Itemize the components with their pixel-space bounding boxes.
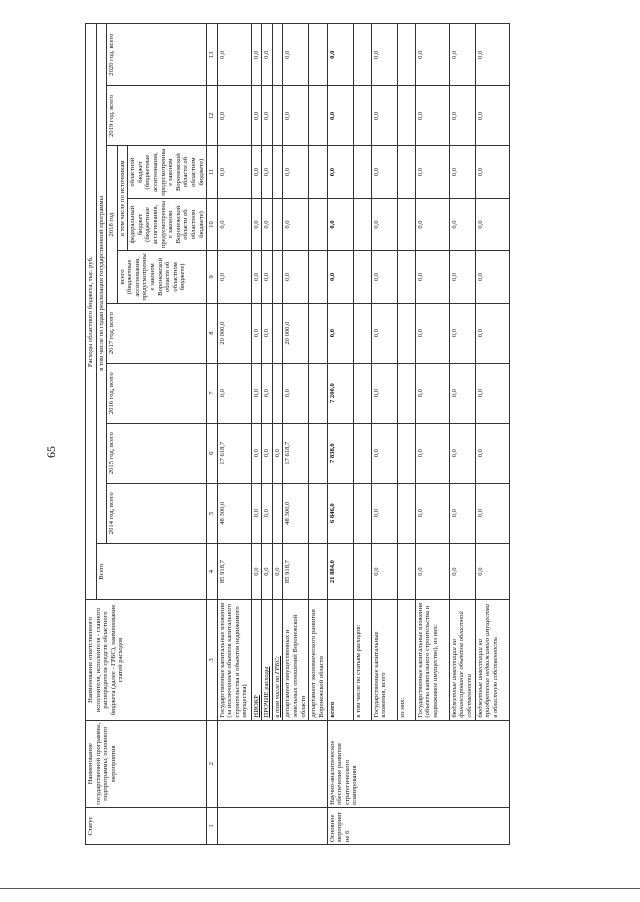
header-responsible: Наименование ответственного исполнителя, исполнителя - главного распорядителя средств областного бюджета (далее - ГРБС), наименование статей расходов xyxy=(86,600,207,720)
row-label: бюджетные инвестиции на приобретение недвижимого имущества в областную собственность xyxy=(475,600,509,720)
header-src-reg: областной бюджет (бюджетные ассигнования, предусмотренные законом Воронежской области об областном бюджете) xyxy=(128,146,207,198)
col-number: 6 xyxy=(207,423,218,483)
col-number: 12 xyxy=(207,86,218,146)
row-label: из них: xyxy=(397,600,415,720)
header-expenses-title: Расходы областного бюджета, тыс. руб. xyxy=(86,24,97,600)
header-src-fed: федеральный бюджет (бюджетные ассигнования, предусмотренные законом Воронежской области об областном бюджете) xyxy=(128,198,207,250)
header-2014: 2014 год, всего xyxy=(107,483,207,543)
col-number: 10 xyxy=(207,198,218,250)
table-row: НИОКР 0,0 0,0 0,0 0,0 0,0 0,0 0,0 0,0 0,0 0,0 xyxy=(251,24,262,845)
rotated-table-area xyxy=(85,23,600,845)
col-number: 8 xyxy=(207,303,218,363)
col-number: 7 xyxy=(207,363,218,423)
header-2015: 2015 год, всего xyxy=(107,423,207,483)
row-label: Государственные капитальные вложения (за исключением объектов капитального строительства и объектов недвижимого имущества) xyxy=(217,600,251,720)
col-number: 3 xyxy=(207,600,218,720)
header-status: Статус xyxy=(86,807,207,844)
header-by-source: в том числе по источникам xyxy=(117,146,128,251)
row-label: департамент экономического развития Воронежской области xyxy=(309,600,327,720)
header-2017: 2017 год, всего xyxy=(107,303,207,363)
col-number: 11 xyxy=(207,146,218,198)
expenses-table xyxy=(85,23,510,845)
col-number: 5 xyxy=(207,483,218,543)
header-total: Всего xyxy=(96,543,207,600)
row-label: Государственные капитальные вложения (объекты капитального строительства и недвижимое имущество), из них: xyxy=(415,600,449,720)
header-2018: 2018 год xyxy=(107,146,118,303)
row-label: департамент имущественных и земельных отношений Воронежской области xyxy=(283,600,309,720)
row-label: Государственные капитальные вложения, всего xyxy=(371,600,397,720)
table-row: бюджетные инвестиции на финансирование объектов областной собственности 0,0 0,0 0,0 0,0 0,0 0,0 0,0 0,0 0,0 0,0 xyxy=(449,24,475,845)
event6-name: Научно-аналитическое обеспечение развития стратегического планирования xyxy=(327,720,509,807)
col-number: 2 xyxy=(207,720,218,807)
row-label: ПРОЧИЕ расходы xyxy=(262,600,273,720)
col-number: 13 xyxy=(207,24,218,86)
event6-status: Основное мероприятие 6 xyxy=(327,807,509,844)
header-by-year: в том числе по годам реализации государственной программы xyxy=(96,24,107,544)
page-number: 65 xyxy=(44,446,58,458)
table-row: бюджетные инвестиции на приобретение недвижимого имущества в областную собственность 0,0 0,0 0,0 0,0 0,0 0,0 0,0 0,0 0,0 0,0 xyxy=(475,24,509,845)
table-row: Основное мероприятие 6 Научно-аналитическое обеспечение развития стратегического планирования всего 21 884,0 6 846,0 7 838,0 7 200,0 0,0 0,0 0,0 0,0 0,0 0,0 xyxy=(327,24,353,845)
row-label: НИОКР xyxy=(251,600,262,720)
table-row: Государственные капитальные вложения, всего 0,0 0,0 0,0 0,0 0,0 0,0 0,0 0,0 0,0 0,0 xyxy=(371,24,397,845)
header-src-all: всего (бюджетные ассигнования, предусмотренные законом Воронежской области об областном бюджете) xyxy=(117,251,206,303)
header-name: Наименование государственной программы, подпрограммы, основного мероприятия xyxy=(86,720,207,807)
page-bottom-rule xyxy=(0,888,640,889)
table-row: Государственные капитальные вложения (объекты капитального строительства и недвижимое имущество), из них: 0,0 0,0 0,0 0,0 0,0 0,0 0,0 0,0 0,0 0,0 xyxy=(415,24,449,845)
row-label: бюджетные инвестиции на финансирование объектов областной собственности xyxy=(449,600,475,720)
header-2019: 2019 год, всего xyxy=(107,86,207,146)
header-2016: 2016 год, всего xyxy=(107,363,207,423)
table-row: департамент имущественных и земельных отношений Воронежской области 85 918,7 48 300,0 17 618,7 0,0 20 000,0 0,0 0,0 0,0 0,0 0,0 xyxy=(283,24,309,845)
row-label: в том числе по ГРБС: xyxy=(272,600,283,720)
header-2020: 2020 год, всего xyxy=(107,24,207,86)
table-row: ПРОЧИЕ расходы 0,0 0,0 0,0 0,0 0,0 0,0 0,0 0,0 0,0 0,0 xyxy=(262,24,273,845)
table-row: в том числе по ГРБС: 0,0 0,0 xyxy=(272,24,283,845)
col-number: 1 xyxy=(207,807,218,844)
table-row: Государственные капитальные вложения (за исключением объектов капитального строительства и объектов недвижимого имущества) 85 918,7 48 300,0 17 618,7 0,0 20 000,0 0,0 0,0 0,0 0,0 0,0 xyxy=(217,24,251,845)
col-number: 4 xyxy=(207,543,218,600)
row-label: всего xyxy=(327,600,353,720)
row-label: в том числе по статьям расходов: xyxy=(353,600,371,720)
col-number: 9 xyxy=(207,251,218,303)
